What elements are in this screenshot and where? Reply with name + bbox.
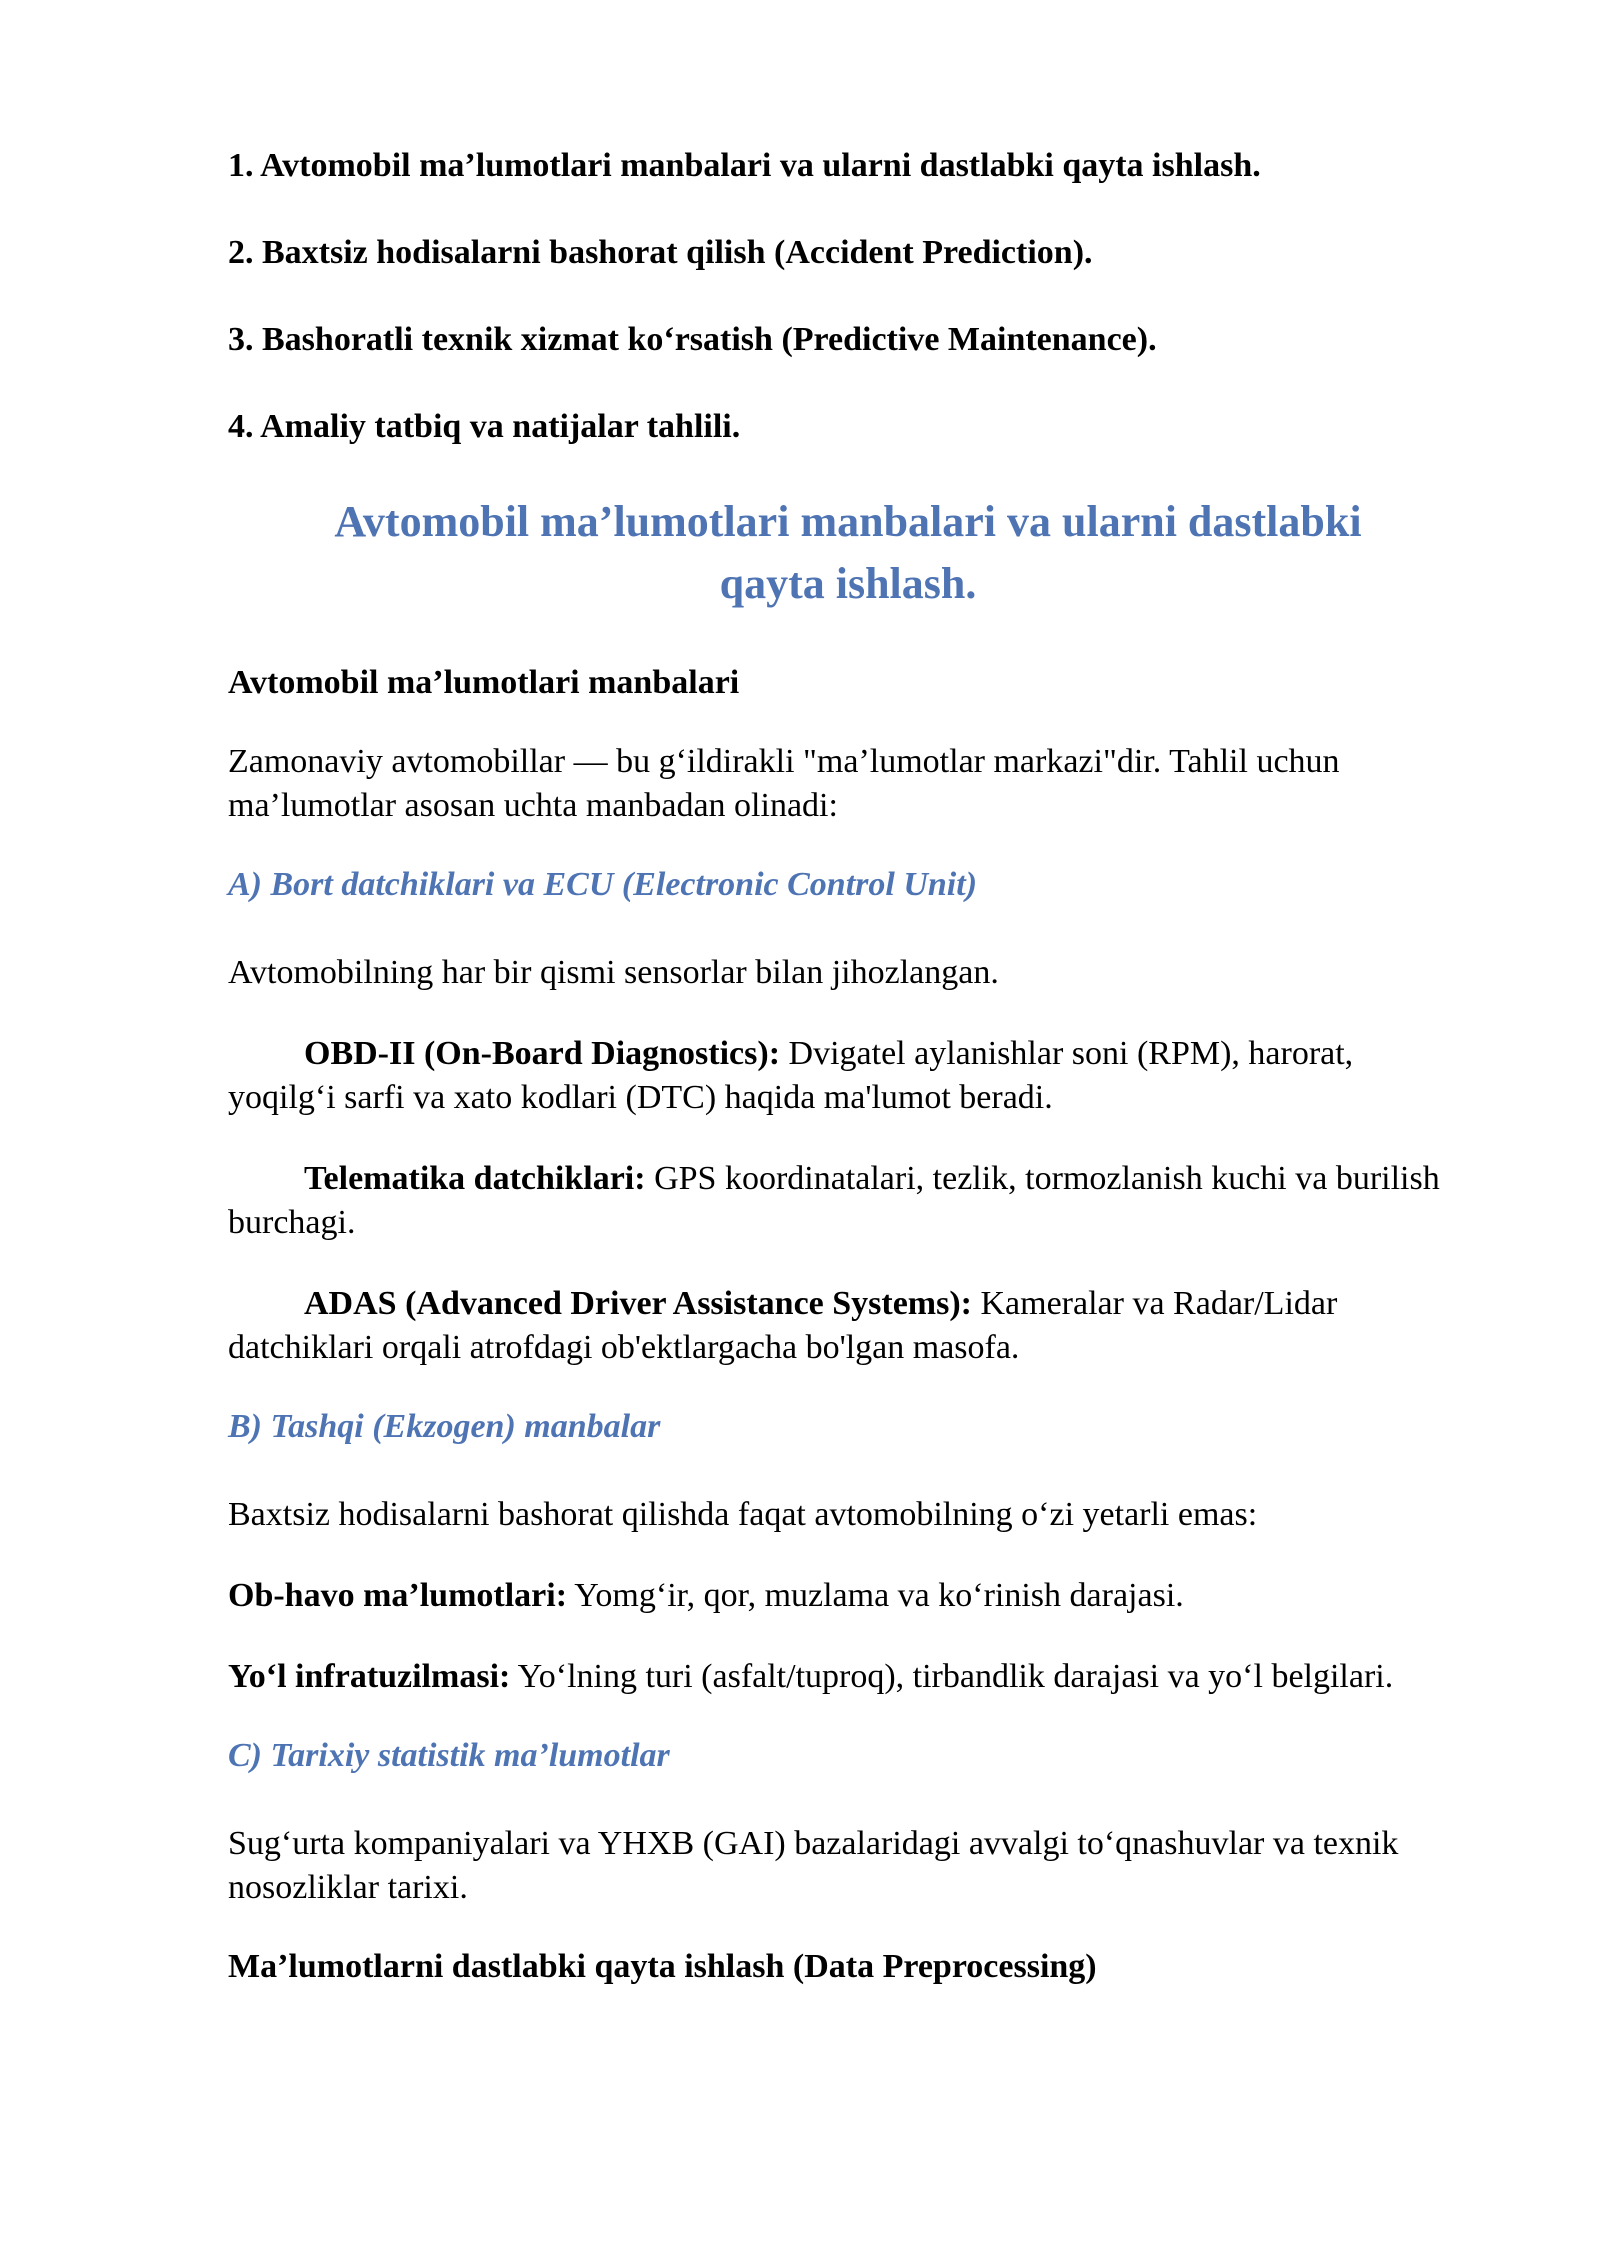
road-infrastructure-term: Yo‘l infratuzilmasi: [228,1658,511,1695]
section-b-label: B) Tashqi (Ekzogen) manbalar [228,1408,661,1445]
telematics-term: Telematika datchiklari: [304,1160,646,1197]
telematics-item [228,1157,1468,1245]
adas-term: ADAS (Advanced Driver Assistance Systems): [304,1285,972,1322]
main-heading-line2: qayta ishlash. [719,559,977,608]
section-a-intro: Avtomobilning har bir qismi sensorlar bilan jihozlangan. [228,954,999,991]
weather-term: Ob-havo ma’lumotlari: [228,1577,568,1614]
telematics-text: GPS koordinatalari, tezlik, tormozlanish kuchi va burilish burchagi. [228,1160,1440,1241]
obd-item [228,1032,1468,1120]
main-heading-line1: Avtomobil ma’lumotlari manbalari va ularni dastlabki [334,497,1362,546]
adas-text: Kameralar va Radar/Lidar datchiklari orqali atrofdagi ob'ektlargacha bo'lgan masofa. [228,1285,1338,1366]
document-page [228,146,1468,1987]
section-c-label: C) Tarixiy statistik ma’lumotlar [228,1737,670,1774]
weather-text: Yomg‘ir, qor, muzlama va ko‘rinish darajasi. [567,1577,1184,1614]
section-a-label: A) Bort datchiklari va ECU (Electronic Control Unit) [228,866,978,903]
road-infrastructure-text: Yo‘lning turi (asfalt/tuproq), tirbandlik darajasi va yo‘l belgilari. [510,1658,1394,1695]
road-infrastructure-item [228,1655,1468,1699]
intro-paragraph: Zamonaviy avtomobillar — bu g‘ildirakli "ma’lumotlar markazi"dir. Tahlil uchun ma’lumotlar asosan uchta manbadan olinadi: [228,743,1340,824]
section-c-text: Sug‘urta kompaniyalari va YHXB (GAI) bazalaridagi avvalgi to‘qnashuvlar va texnik nosozliklar tarixi. [228,1825,1399,1906]
toc-item-3: 3. Bashoratli texnik xizmat ko‘rsatish (Predictive Maintenance). [228,321,1157,358]
toc-item-2: 2. Baxtsiz hodisalarni bashorat qilish (Accident Prediction). [228,234,1093,271]
table-of-contents [228,146,1468,447]
sources-heading: Avtomobil ma’lumotlari manbalari [228,664,740,701]
toc-item-1: 1. Avtomobil ma’lumotlari manbalari va ularni dastlabki qayta ishlash. [228,147,1261,184]
section-b-intro: Baxtsiz hodisalarni bashorat qilishda faqat avtomobilning o‘zi yetarli emas: [228,1496,1258,1533]
preprocessing-heading: Ma’lumotlarni dastlabki qayta ishlash (Data Preprocessing) [228,1948,1097,1985]
obd-text: Dvigatel aylanishlar soni (RPM), harorat, yoqilg‘i sarfi va xato kodlari (DTC) haqida ma'lumot beradi. [228,1035,1354,1116]
obd-term: OBD-II (On-Board Diagnostics): [304,1035,781,1072]
toc-item-4: 4. Amaliy tatbiq va natijalar tahlili. [228,408,741,445]
main-heading [228,491,1468,615]
adas-item [228,1282,1468,1370]
weather-item [228,1574,1468,1618]
